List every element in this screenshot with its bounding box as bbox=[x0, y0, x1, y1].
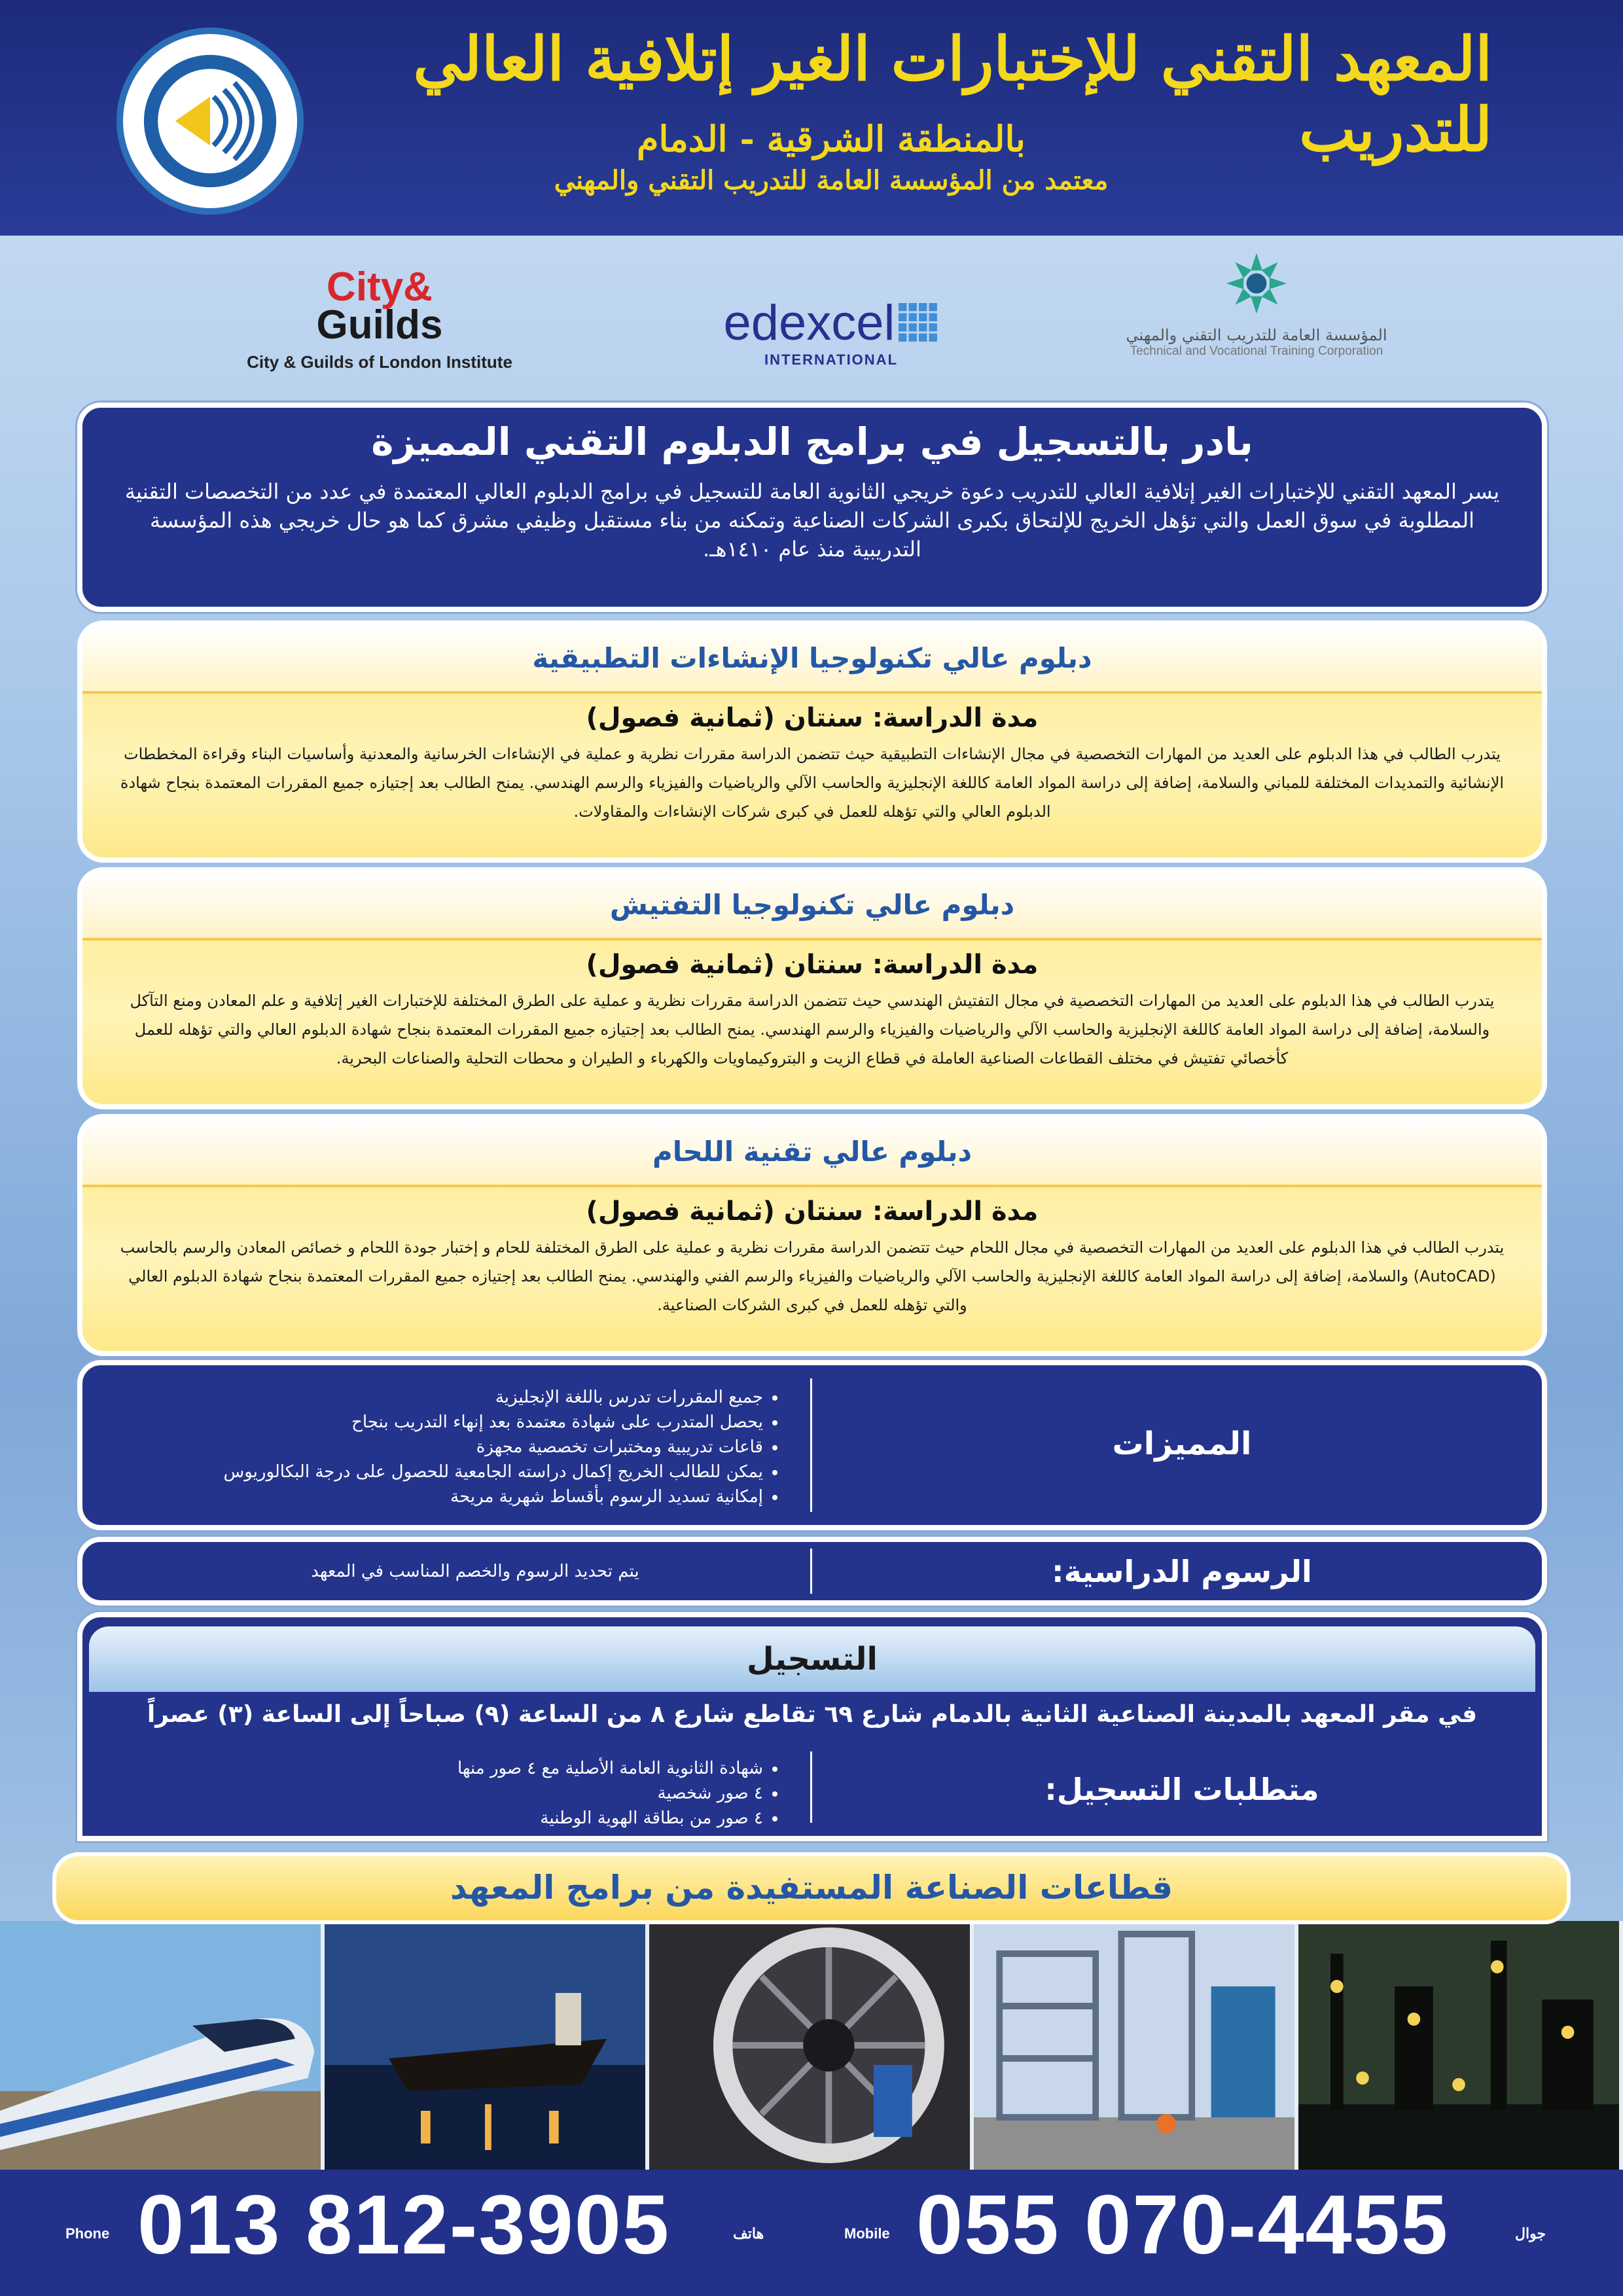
fees-value: يتم تحديد الرسوم والخصم المناسب في المعهد bbox=[311, 1562, 639, 1581]
edexcel-sub: INTERNATIONAL bbox=[764, 351, 899, 368]
diploma-title: دبلوم عالي تكنولوجيا التفتيش bbox=[82, 872, 1542, 941]
diploma-description: يتدرب الطالب في هذا الدبلوم على العديد من المهارات التخصصية في مجال اللحام حيث تتضمن الدراسة مقررات نظرية و عملية على الطرق المختلفة للحام و إختبار جودة اللحام و خصائص المعادن والرسم بالحاسب (AutoCAD) والسلامة، إضافة إلى دراسة المواد العامة كاللغة الإنجليزية والحاسب الآلي والرياضيات والفيزياء والرسم الفني والهندسي. يمنح الطالب بعد إجتيازه جميع المقررات المعتمدة بنجاح شهادة الدبلوم العالي والتي تؤهله للعمل في كبرى الشركات الصناعية. bbox=[120, 1238, 1505, 1314]
phone-label-en: Phone bbox=[65, 2225, 110, 2242]
registration-box bbox=[77, 1612, 1547, 1841]
fees-label: الرسوم الدراسية: bbox=[1052, 1554, 1312, 1589]
diploma-description: يتدرب الطالب في هذا الدبلوم على العديد من المهارات التخصصية في مجال التفتيش الهندسي حيث تتضمن الدراسة مقررات نظرية و عملية على الطرق المختلفة للإختبارات الغير إتلافية و علم المعادن ومنع التآكل والسلامة، إضافة إلى دراسة المواد العامة كاللغة الإنجليزية والحاسب الآلي والرياضيات والفيزياء والرسم الهندسي. يمنح الطالب بعد إجتيازه جميع المقررات المعتمدة بنجاح شهادة الدبلوم العالي والتي تؤهله للعمل كأخصائي تفتيش في مختلف القطاعات الصناعية العاملة في قطاع الزيت و البتروكيماويات والكهرباء و الطيران و محطات التحلية والصناعات البحرية. bbox=[130, 992, 1495, 1067]
phone-number: 013 812-3905 bbox=[137, 2178, 671, 2272]
mobile-label-ar: جوال bbox=[1515, 2225, 1546, 2242]
diploma-duration: مدة الدراسة: سنتان (ثمانية فصول) bbox=[586, 1196, 1039, 1227]
train-photo bbox=[0, 1921, 325, 2170]
diploma-description: يتدرب الطالب في هذا الدبلوم على العديد من المهارات التخصصية في مجال الإنشاءات التطبيقية حيث تتضمن الدراسة مقررات نظرية و عملية في الإنشاءات الخرسانية والمعدنية وأساسيات البناء وقراءة المخططات الإنشائية والتمديدات المختلفة للمباني والسلامة، إضافة إلى دراسة المواد العامة كاللغة الإنجليزية والحاسب الآلي والرياضيات والفيزياء والرسم الهندسي. يمنح الطالب بعد إجتيازه جميع المقررات المعتمدة بنجاح شهادة الدبلوم العالي والتي تؤهله للعمل في كبرى شركات الإنشاءات والمقاولات. bbox=[120, 745, 1505, 821]
features-list bbox=[213, 1385, 789, 1509]
registration-title: التسجيل bbox=[89, 1626, 1535, 1692]
city-guilds-logo bbox=[236, 264, 524, 380]
feature-item: • يمكن للطالب الخريج إكمال دراسته الجامعية للحصول على درجة البكالوريوس bbox=[213, 1460, 763, 1484]
jet-engine-photo bbox=[649, 1921, 974, 2170]
city-guilds-line1: City& bbox=[327, 264, 433, 310]
diploma-inspection bbox=[77, 867, 1547, 1109]
fees-box bbox=[77, 1537, 1547, 1605]
intro-title: بادر بالتسجيل في برامج الدبلوم التقني المميزة bbox=[371, 420, 1253, 464]
divider bbox=[810, 1751, 812, 1823]
diploma-title: دبلوم عالي تكنولوجيا الإنشاءات التطبيقية bbox=[82, 626, 1542, 694]
edexcel-name: edexcel bbox=[723, 295, 895, 351]
requirements-list bbox=[213, 1756, 789, 1831]
refinery-night-photo bbox=[1298, 1921, 1623, 2170]
institute-location: بالمنطقة الشرقية - الدمام bbox=[637, 118, 1026, 160]
tvtc-arabic: المؤسسة العامة للتدريب التقني والمهني bbox=[1126, 326, 1387, 344]
diploma-title: دبلوم عالي تقنية اللحام bbox=[82, 1119, 1542, 1187]
tvtc-english: Technical and Vocational Training Corporation bbox=[1130, 344, 1383, 358]
edexcel-logo bbox=[694, 295, 969, 373]
edexcel-grid-icon bbox=[899, 303, 939, 344]
feature-item: • إمكانية تسديد الرسوم بأقساط شهرية مريحة bbox=[213, 1484, 763, 1509]
intro-box bbox=[77, 403, 1547, 612]
sectors-title: قطاعات الصناعة المستفيدة من برامج المعهد bbox=[52, 1852, 1571, 1924]
features-box bbox=[77, 1360, 1547, 1530]
divider bbox=[810, 1378, 812, 1512]
registration-location: في مقر المعهد بالمدينة الصناعية الثانية بالدمام شارع ٦٩ تقاطع شارع ٨ من الساعة (٩) صباحاً إلى الساعة (٣) عصراً bbox=[147, 1701, 1478, 1728]
requirements-label: متطلبات التسجيل: bbox=[1044, 1772, 1319, 1807]
diploma-welding bbox=[77, 1114, 1547, 1356]
intro-paragraph: يسر المعهد التقني للإختبارات الغير إتلافية العالي للتدريب دعوة خريجي الثانوية العامة للتسجيل في برامج الدبلوم العالي المعتمدة في عدد من التخصصات التقنية المطلوبة في سوق العمل والتي تؤهل الخريج للإلتحاق بكبرى الشركات الصناعية وتمكنه من بناء مستقبل وظيفي مشرق كما هو حال خريجي هذه المؤسسة التدريبية منذ عام ١٤١٠هـ. bbox=[124, 479, 1500, 562]
industry-photos-strip bbox=[0, 1921, 1623, 2170]
feature-item: • يحصل المتدرب على شهادة معتمدة بعد إنهاء التدريب بنجاح bbox=[213, 1410, 763, 1435]
divider bbox=[810, 1549, 812, 1594]
diploma-construction bbox=[77, 620, 1547, 863]
diploma-duration: مدة الدراسة: سنتان (ثمانية فصول) bbox=[586, 703, 1039, 733]
requirement-item: • شهادة الثانوية العامة الأصلية مع ٤ صور منها bbox=[213, 1756, 763, 1781]
tvtc-logo bbox=[1099, 247, 1414, 391]
mobile-label-en: Mobile bbox=[844, 2225, 890, 2242]
mobile-number: 055 070-4455 bbox=[916, 2178, 1450, 2272]
feature-item: • قاعات تدريبية ومختبرات تخصصية مجهزة bbox=[213, 1435, 763, 1460]
diploma-duration: مدة الدراسة: سنتان (ثمانية فصول) bbox=[586, 950, 1039, 980]
feature-item: • جميع المقررات تدرس باللغة الإنجليزية bbox=[213, 1385, 763, 1410]
institute-title: المعهد التقني للإختبارات الغير إتلافية العالي للتدريب bbox=[413, 24, 1492, 165]
industrial-plant-photo bbox=[974, 1921, 1298, 2170]
features-label: المميزات bbox=[1112, 1426, 1252, 1462]
requirement-item: • ٤ صور من بطاقة الهوية الوطنية bbox=[213, 1806, 763, 1831]
phone-label-ar: هاتف bbox=[733, 2225, 764, 2242]
city-guilds-line2: Guilds bbox=[316, 302, 443, 348]
tvtc-emblem-icon bbox=[1221, 247, 1293, 319]
city-guilds-caption: City & Guilds of London Institute bbox=[247, 352, 512, 372]
ship-photo bbox=[325, 1921, 649, 2170]
accreditation-line: معتمد من المؤسسة العامة للتدريب التقني والمهني bbox=[554, 165, 1109, 196]
requirement-item: • ٤ صور شخصية bbox=[213, 1781, 763, 1806]
